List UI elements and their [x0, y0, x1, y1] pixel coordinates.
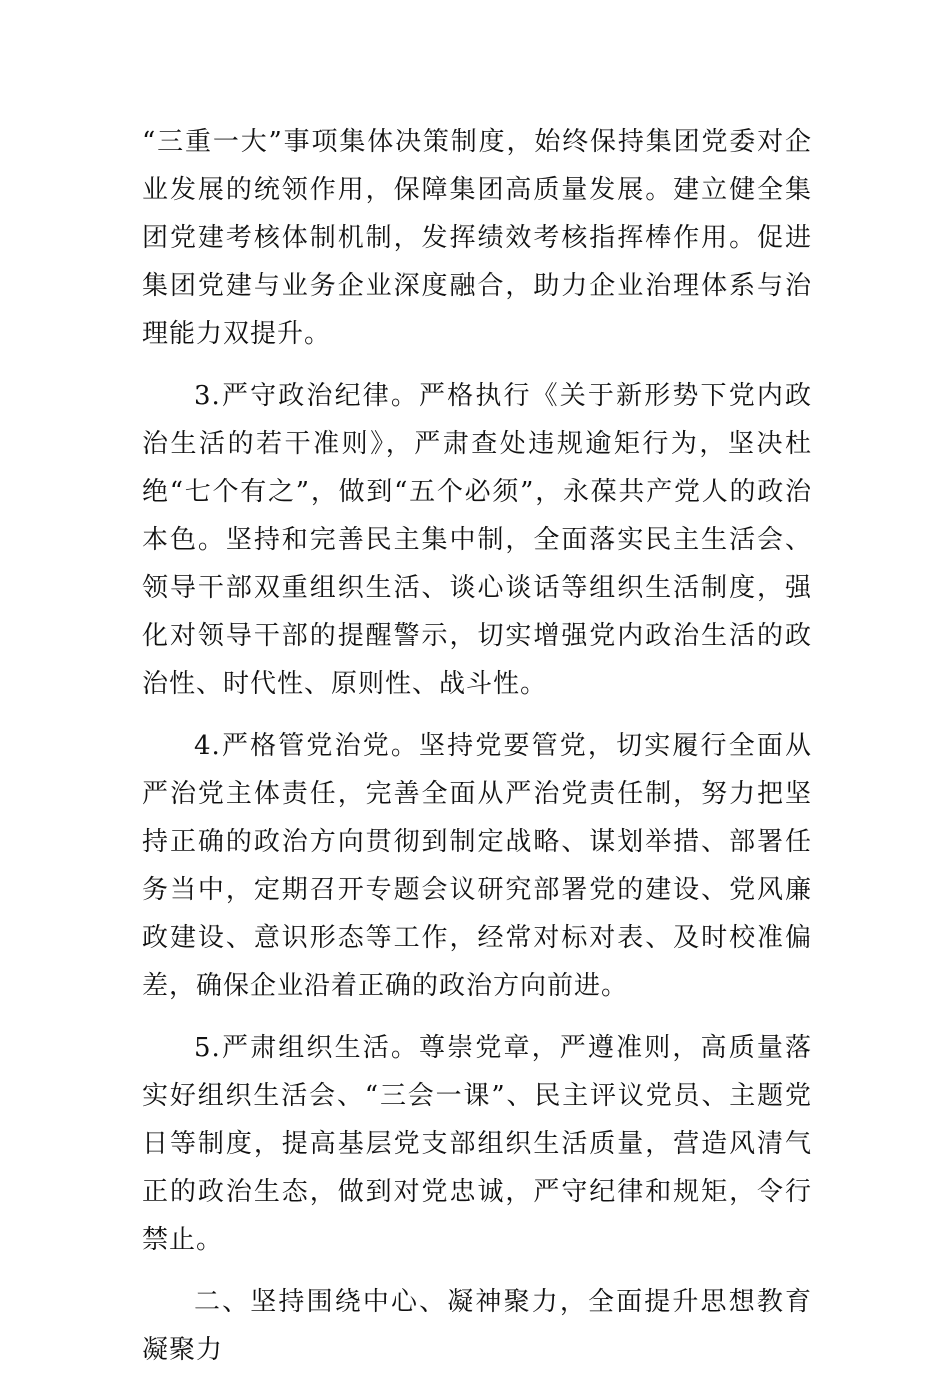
paragraph-item-3: 3.严守政治纪律。严格执行《关于新形势下党内政治生活的若干准则》，严肃查处违规逾矩行为，坚决杜绝“七个有之”，做到“五个必须”，永葆共产党人的政治本色。坚持和完善民主集中制，全面落实民主生活会、领导干部双重组织生活、谈心谈话等组织生活制度，强化对领导干部的提醒警示，切实增强党内政治生活的政治性、时代性、原则性、战斗性。: [142, 381, 812, 699]
paragraph-item-4: 4.严格管党治党。坚持党要管党，切实履行全面从严治党主体责任，完善全面从严治党责任制，努力把坚持正确的政治方向贯彻到制定战略、谋划举措、部署任务当中，定期召开专题会议研究部署党的建设、党风廉政建设、意识形态等工作，经常对标对表、及时校准偏差，确保企业沿着正确的政治方向前进。: [142, 731, 812, 1001]
paragraph-continuation: “三重一大”事项集体决策制度，始终保持集团党委对企业发展的统领作用，保障集团高质量发展。建立健全集团党建考核体制机制，发挥绩效考核指挥棒作用。促进集团党建与业务企业深度融合，助力企业治理体系与治理能力双提升。: [142, 127, 812, 349]
section-heading: 二、坚持围绕中心、凝神聚力，全面提升思想教育凝聚力: [142, 1287, 812, 1365]
document-body: [142, 118, 812, 1388]
paragraph-item-5: 5.严肃组织生活。尊崇党章，严遵准则，高质量落实好组织生活会、“三会一课”、民主评议党员、主题党日等制度，提高基层党支部组织生活质量，营造风清气正的政治生态，做到对党忠诚，严守纪律和规矩，令行禁止。: [142, 1033, 812, 1255]
